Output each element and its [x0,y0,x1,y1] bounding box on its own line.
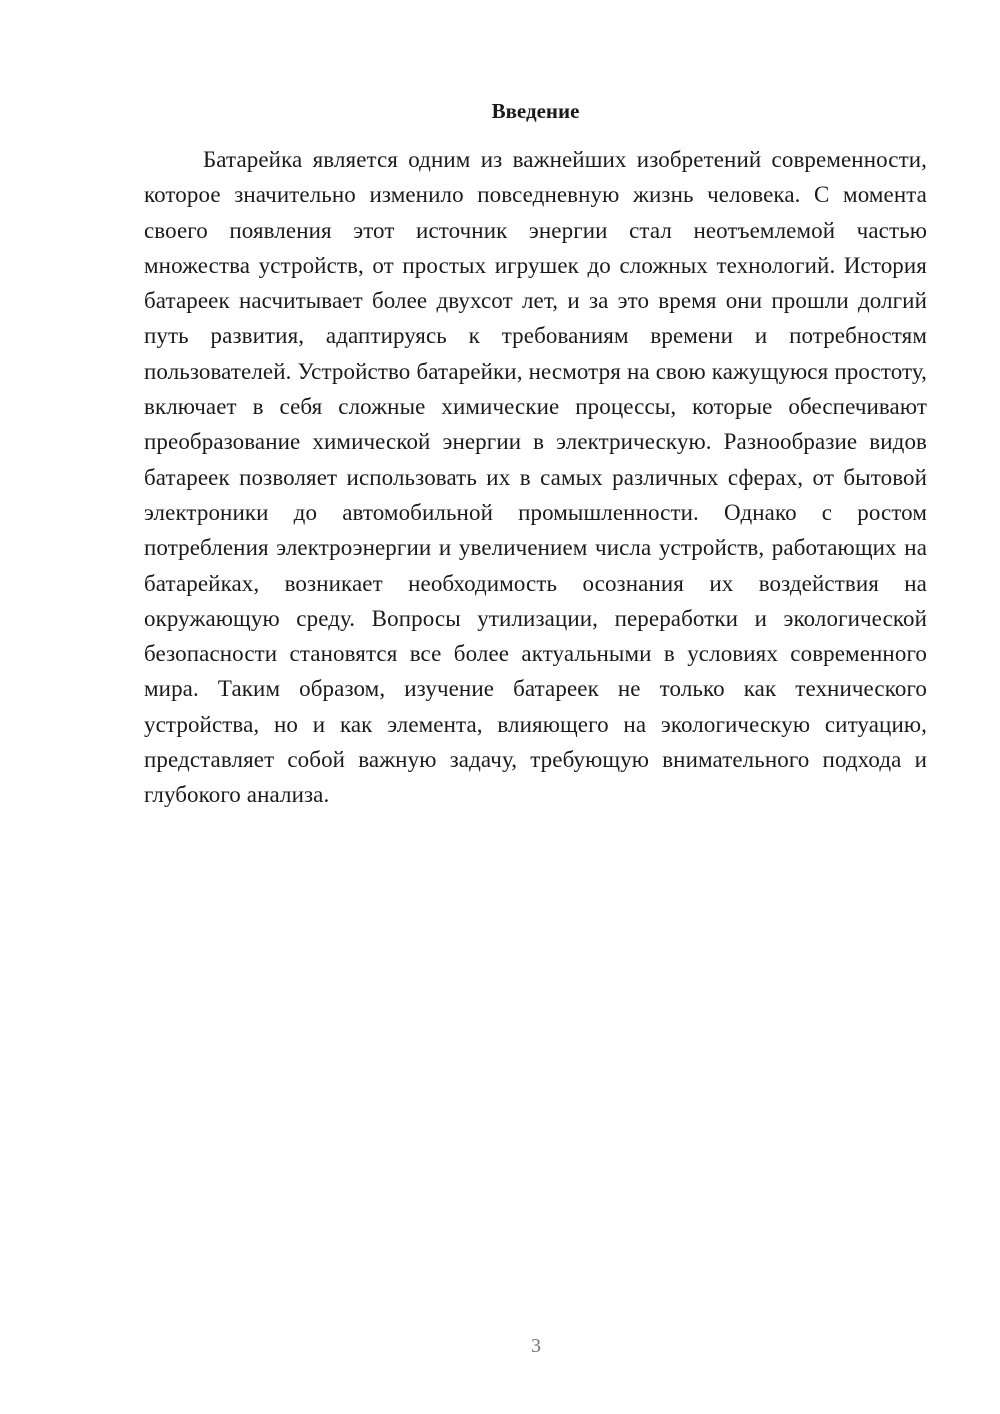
section-heading: Введение [491,99,580,123]
page-number: 3 [531,1335,541,1357]
introduction-paragraph: Батарейка является одним из важнейших изобретений современности, которое значительно изменило повседневную жизнь человека. С момента своего появления этот источник энергии стал неотъемлемой частью множества устройств, от простых игрушек до сложных технологий. История батареек насчитывает более двухсот лет, и за это время они прошли долгий путь развития, адаптируясь к требованиям времени и потребностям пользователей. Устройство батарейки, несмотря на свою кажущуюся простоту, включает в себя сложные химические процессы, которые обеспечивают преобразование химической энергии в электрическую. Разнообразие видов батареек позволяет использовать их в самых различных сферах, от бытовой электроники до автомобильной промышленности. Однако с ростом потребления электроэнергии и увеличением числа устройств, работающих на батарейках, возникает необходимость осознания их воздействия на окружающую среду. Вопросы утилизации, переработки и экологической безопасности становятся все более актуальными в условиях современного мира. Таким образом, изучение батареек не только как технического устройства, но и как элемента, влияющего на экологическую ситуацию, представляет собой важную задачу, требующую внимательного подхода и глубокого анализа. [144,147,927,808]
